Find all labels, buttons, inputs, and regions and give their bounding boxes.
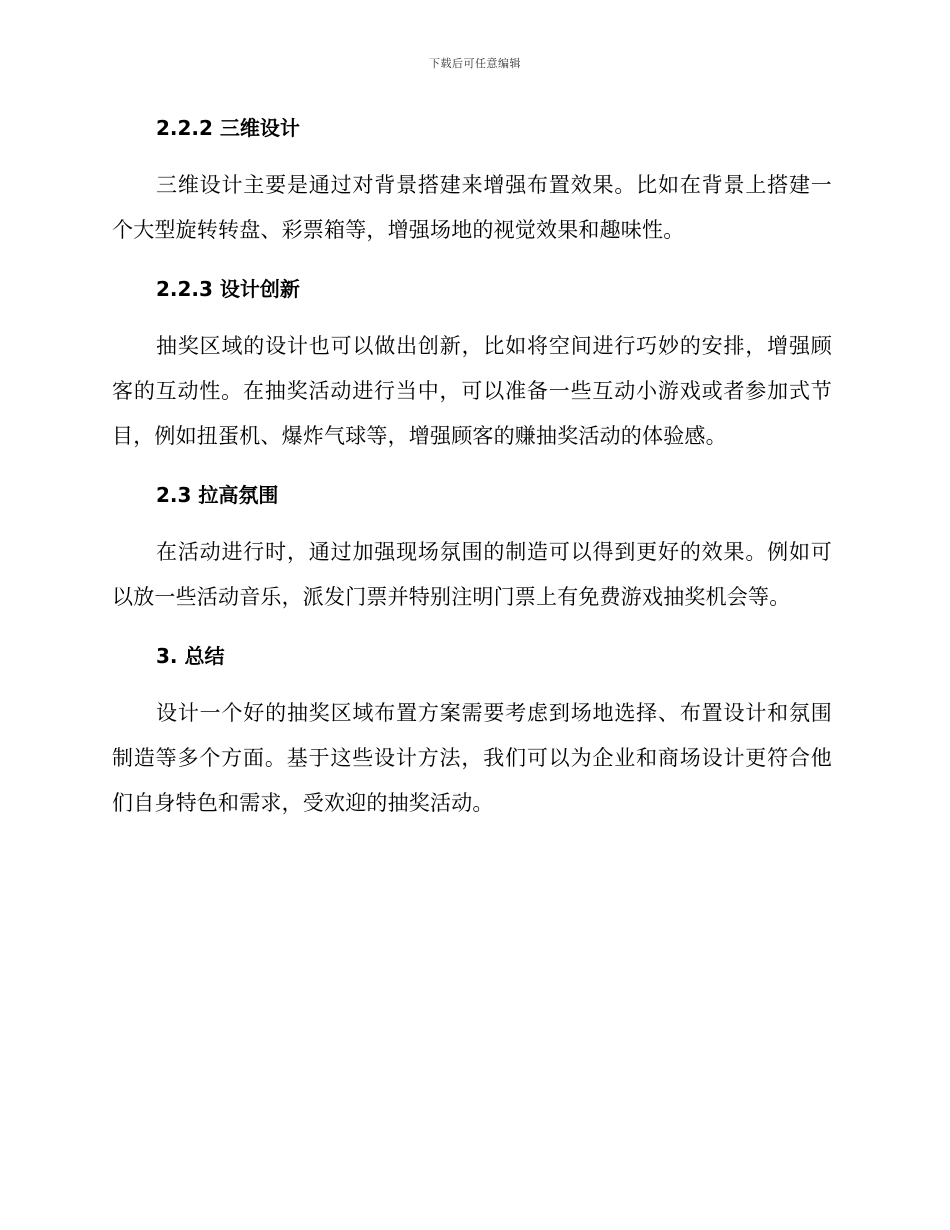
- document-body: [112, 111, 832, 845]
- section-paragraph-3d-design: 三维设计主要是通过对背景搭建来增强布置效果。比如在背景上搭建一个大型旋转转盘、彩票箱等，增强场地的视觉效果和趣味性。: [112, 173, 832, 242]
- page-header: 下载后可任意编辑: [429, 57, 521, 70]
- section-heading-design-innovation: 2.2.3 设计创新: [156, 277, 300, 301]
- section-paragraph-design-innovation: 抽奖区域的设计也可以做出创新，比如将空间进行巧妙的安排，增强顾客的互动性。在抽奖活动进行当中，可以准备一些互动小游戏或者参加式节目，例如扭蛋机、爆炸气球等，增强顾客的赚抽奖活动的体验感。: [112, 334, 832, 448]
- section-heading-atmosphere: 2.3 拉高氛围: [156, 483, 279, 507]
- section-heading-3d-design: 2.2.2 三维设计: [156, 116, 300, 140]
- section-paragraph-summary: 设计一个好的抽奖区域布置方案需要考虑到场地选择、布置设计和氛围制造等多个方面。基于这些设计方法，我们可以为企业和商场设计更符合他们自身特色和需求，受欢迎的抽奖活动。: [112, 701, 832, 815]
- section-heading-summary: 3. 总结: [156, 644, 225, 668]
- section-paragraph-atmosphere: 在活动进行时，通过加强现场氛围的制造可以得到更好的效果。例如可以放一些活动音乐，派发门票并特别注明门票上有免费游戏抽奖机会等。: [112, 540, 832, 609]
